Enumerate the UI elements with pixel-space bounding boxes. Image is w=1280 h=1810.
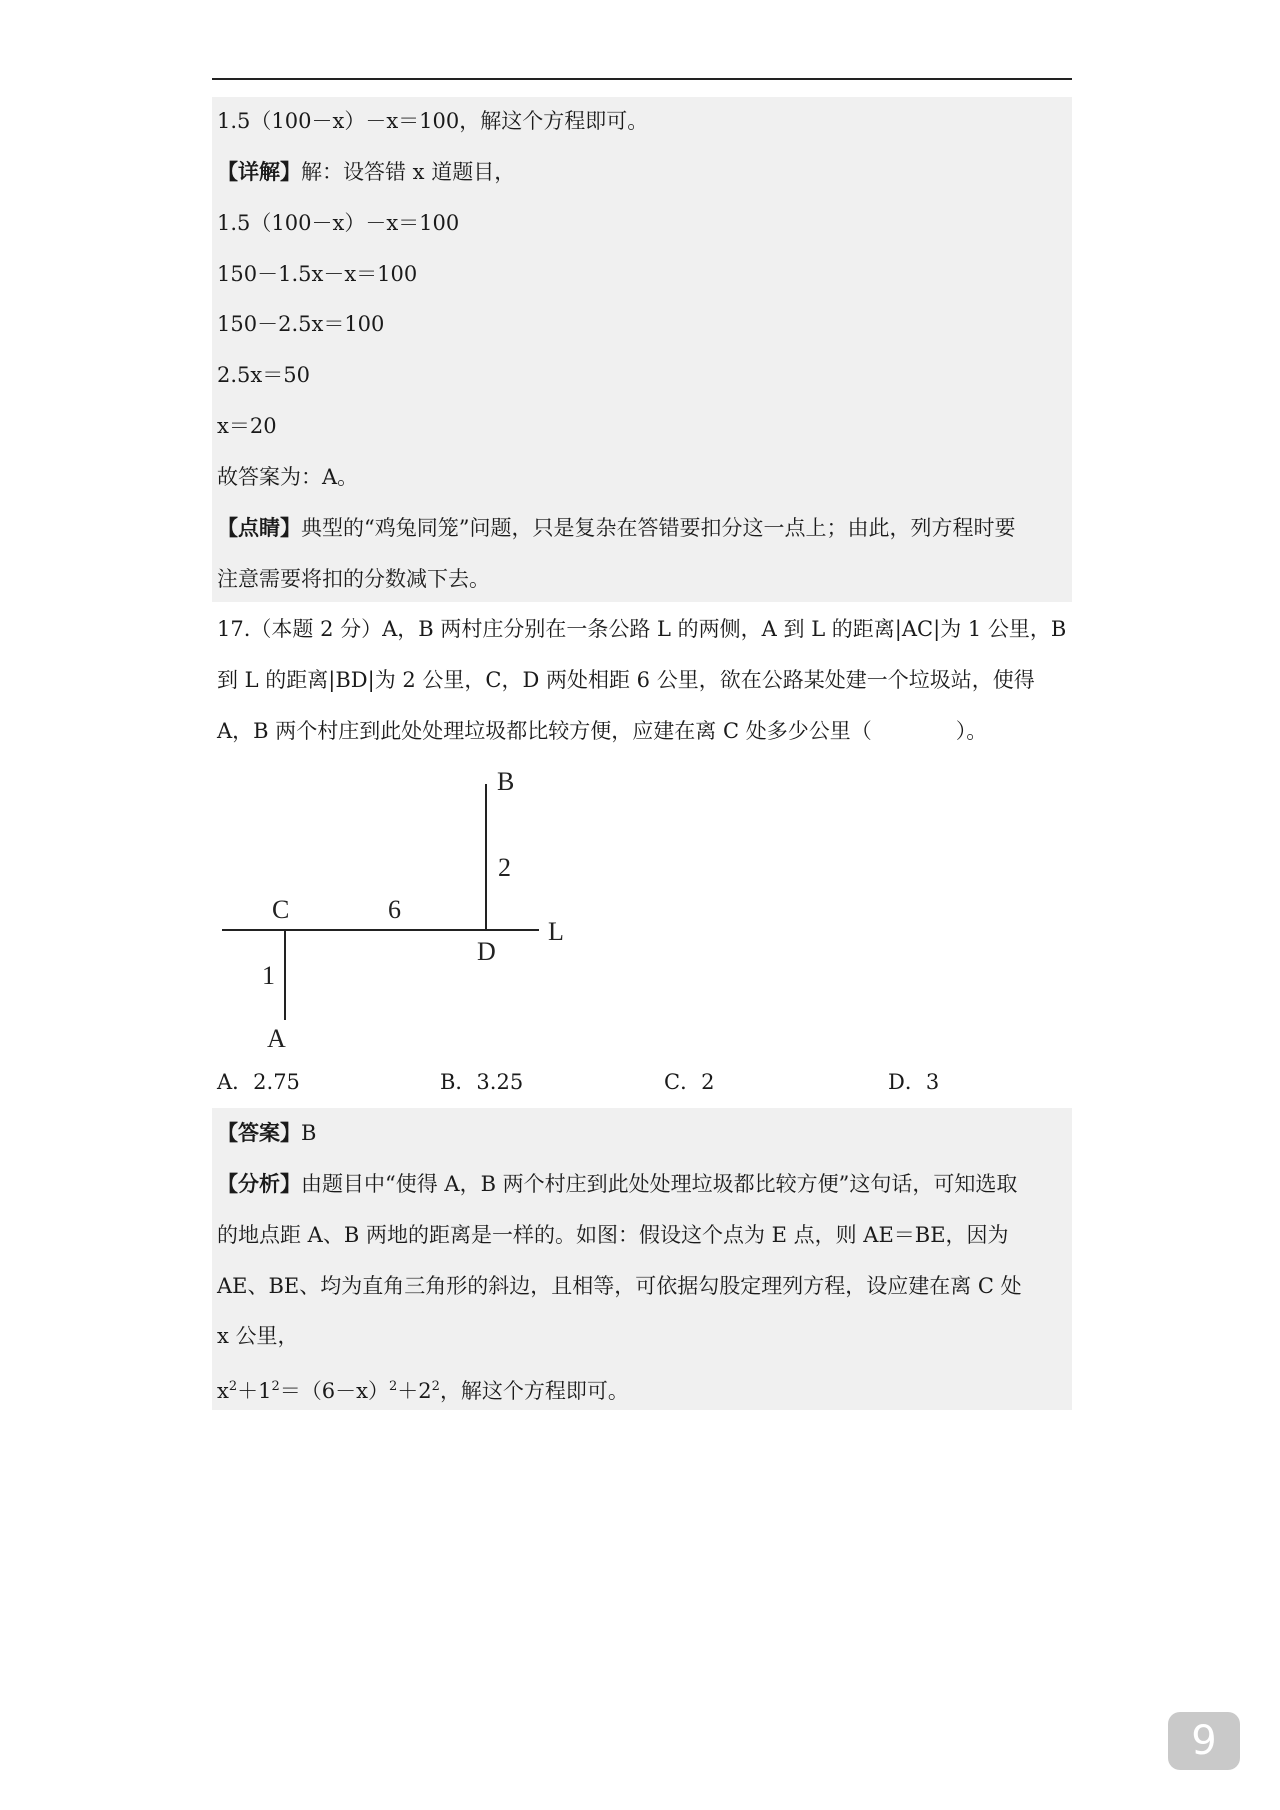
analysis-line-1 [217,1169,1017,1199]
label-two: 2 [498,853,511,882]
eq-six-minus-x: ＝（6－x） [279,1379,389,1403]
step-4: 2.5x＝50 [217,363,310,387]
question-17-line-3: A，B 两个村庄到此处处理垃圾都比较方便，应建在离 C 处多少公里（ ）。 [217,719,988,743]
answer-tag: 【答案】 [217,1120,301,1145]
analysis-line-2: 的地点距 A、B 两地的距离是一样的。如图：假设这个点为 E 点，则 AE＝BE，因为 [217,1223,1009,1247]
pythagoras-equation [217,1372,629,1406]
note-tag: 【点睛】 [217,515,301,540]
answer-value: B [301,1121,317,1145]
label-b: B [497,767,515,796]
analysis-tag: 【分析】 [217,1171,301,1196]
option-b: B．3.25 [440,1070,524,1094]
answer-17-block [212,1108,1072,1410]
eq-plus-one: ＋1 [237,1379,272,1403]
analysis-line-3: AE、BE、均为直角三角形的斜边，且相等，可依据勾股定理列方程，设应建在离 C 处 [217,1274,1022,1298]
label-one: 1 [262,961,275,990]
label-d: D [477,937,496,966]
eq-sup-3: 2 [389,1379,398,1394]
label-a: A [267,1024,286,1052]
option-d: D．3 [888,1070,940,1094]
eq-sup-2: 2 [271,1379,280,1394]
option-a: A．2.75 [217,1070,300,1094]
analysis-line-4: x 公里， [217,1324,299,1348]
question-17-line-1: 17.（本题 2 分）A，B 两村庄分别在一条公路 L 的两侧，A 到 L 的距离|AC|为 1 公里，B [217,617,1067,641]
eq-plus-two: ＋2 [397,1379,432,1403]
detail-text: 解：设答错 x 道题目， [301,160,516,184]
step-3: 150－2.5x＝100 [217,312,385,336]
step-5: x＝20 [217,414,277,438]
figure-svg [212,762,592,1052]
eq-tail: ，解这个方程即可。 [439,1379,629,1403]
conclusion: 故答案为：A。 [217,465,359,489]
detail-tag: 【详解】 [217,159,301,184]
label-c: C [272,895,290,924]
eq-sup-1: 2 [228,1379,238,1394]
eq-sup-4: 2 [431,1379,440,1394]
step-1: 1.5（100－x）－x＝100 [217,211,460,235]
eq-x: x [217,1379,229,1403]
question-17-line-2: 到 L 的距离|BD|为 2 公里，C，D 两处相距 6 公里，欲在公路某处建一个垃圾站，使得 [217,668,1035,692]
geometry-figure [212,762,592,1052]
page-number-badge: 9 [1168,1712,1240,1770]
analysis-text-1: 由题目中“使得 A，B 两个村庄到此处处理垃圾都比较方便”这句话，可知选取 [301,1172,1018,1196]
note-line-1 [217,513,1015,543]
equation-hint: 1.5（100－x）－x＝100，解这个方程即可。 [217,109,649,133]
detail-line [217,157,515,187]
note-line-2: 注意需要将扣的分数减下去。 [217,567,490,591]
note-text-1: 典型的“鸡兔同笼”问题，只是复杂在答错要扣分这一点上；由此，列方程时要 [301,516,1016,540]
option-c: C．2 [664,1070,715,1094]
step-2: 150－1.5x－x＝100 [217,262,418,286]
answer-line [217,1118,316,1148]
label-l: L [548,917,564,946]
label-six: 6 [388,895,401,924]
header-rule [212,78,1072,80]
